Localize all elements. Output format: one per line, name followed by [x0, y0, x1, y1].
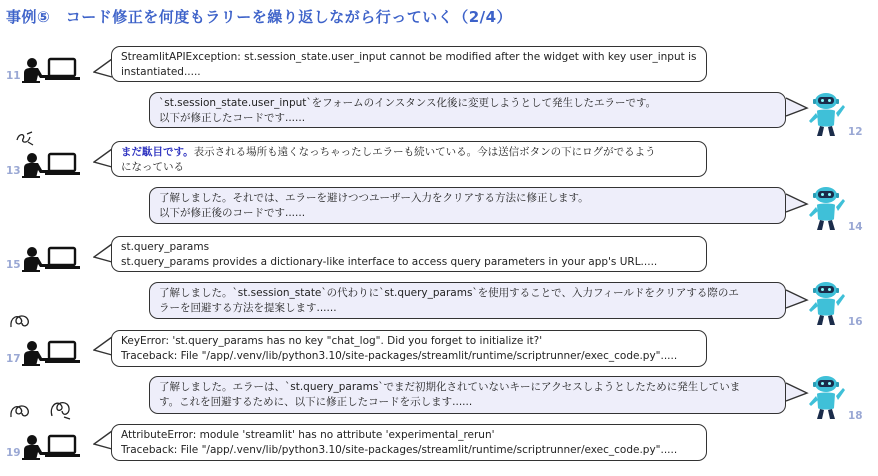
angry-person-icon [18, 434, 80, 460]
robot-icon [805, 92, 847, 138]
message-bubble-ai [149, 376, 786, 414]
message-number: 16 [848, 316, 863, 328]
message-text: instantiated..... [121, 65, 201, 78]
frustration-scribble-icon [8, 401, 34, 423]
message-number: 18 [848, 410, 863, 422]
frustration-scribble-icon [8, 311, 34, 333]
message-text: ラーを回避する方法を提案します...... [159, 301, 337, 314]
bubble-tail [93, 430, 113, 452]
message-bubble-ai [149, 282, 786, 319]
bubble-tail [93, 243, 113, 265]
person-at-laptop-icon [18, 57, 80, 83]
annoyed-person-icon [18, 340, 80, 366]
message-text: 了解しました。`st.session_state`の代わりに`st.query_params`を使用することで、入力フィールドをクリアする際のエ [159, 287, 739, 299]
robot-icon [805, 186, 847, 232]
message-text: `st.session_state.user_input`をフォームのインスタンス化後に変更しようとして発生したエラーです。 [159, 97, 657, 109]
bubble-tail [93, 148, 113, 170]
message-text: 了解しました。それでは、エラーを避けつつユーザー入力をクリアする方法に修正します。 [159, 192, 589, 204]
frustrated-person-icon [18, 152, 80, 178]
message-number: 12 [848, 126, 863, 138]
message-text: KeyError: 'st.query_params has no key "chat_log". Did you forget to initialize it?' [121, 335, 543, 347]
message-bubble-user [111, 236, 707, 272]
message-text: Traceback: File "/app/.venv/lib/python3.10/site-packages/streamlit/runtime/scriptrunner/exec_code.py"..... [121, 443, 678, 456]
frustration-scribble-icon [14, 130, 36, 148]
message-number: 14 [848, 221, 863, 233]
message-text: AttributeError: module 'streamlit' has no attribute 'experimental_rerun' [121, 429, 495, 441]
message-bubble-user [111, 46, 707, 82]
message-text: 表示される場所も遠くなっちゃったしエラーも続いている。今は送信ボタンの下にログがでるよう [193, 146, 656, 158]
message-bubble-user [111, 424, 707, 461]
message-number: 13 [6, 165, 21, 177]
bubble-tail [93, 336, 113, 358]
message-text: st.query_params provides a dictionary-like interface to access query parameters in your app's URL..... [121, 255, 658, 268]
message-text: StreamlitAPIException: st.session_state.user_input cannot be modified after the widget with key user_input is [121, 51, 697, 63]
bubble-tail [93, 58, 113, 80]
message-bubble-ai [149, 92, 786, 128]
message-text: 以下が修正後のコードです...... [159, 206, 306, 219]
message-text: になっている [121, 160, 184, 173]
robot-icon [805, 281, 847, 327]
message-text: Traceback: File "/app/.venv/lib/python3.10/site-packages/streamlit/runtime/scriptrunner/exec_code.py"..... [121, 349, 678, 362]
emphasis-text: まだ駄目です。 [121, 146, 194, 158]
message-text: st.query_params [121, 241, 210, 253]
page-title: 事例⑤ コード修正を何度もラリーを繰り返しながら行っていく（2/4） [6, 8, 513, 26]
person-at-laptop-icon [18, 246, 80, 272]
message-bubble-user [111, 330, 707, 367]
message-number: 19 [6, 447, 21, 459]
message-number: 17 [6, 353, 21, 365]
message-number: 15 [6, 259, 21, 271]
frustration-scribble-icon [48, 398, 74, 422]
message-bubble-ai [149, 187, 786, 224]
message-text: 了解しました。エラーは、`st.query_params`でまだ初期化されていないキーにアクセスしようとしたために発生していま [159, 381, 741, 393]
robot-icon [805, 375, 847, 421]
message-text: 以下が修正したコードです...... [159, 111, 306, 124]
message-text: す。これを回避するために、以下に修正したコードを示します...... [159, 395, 473, 408]
message-bubble-user [111, 141, 707, 177]
message-number: 11 [6, 70, 21, 82]
